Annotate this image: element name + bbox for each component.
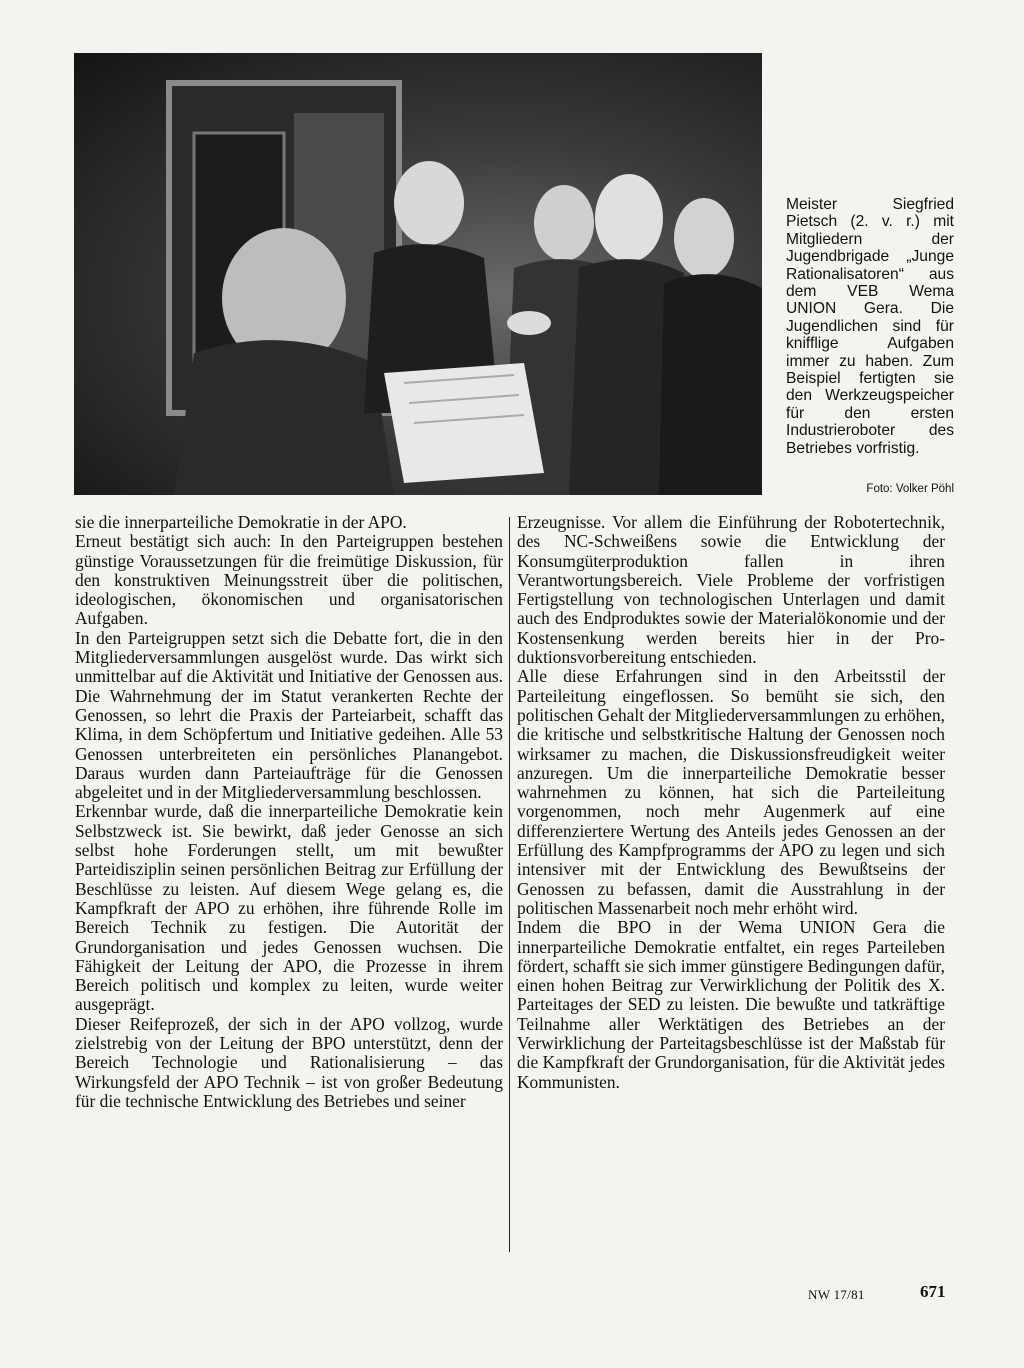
papers (384, 363, 544, 483)
paragraph: Indem die BPO in der Wema UNION Gera die innerparteiliche Demokratie entfaltet, ein reges Parteileben fördert, schafft sie sich immer günstigere Bedingungen dafür, einen hohen Beitrag zur Verwirklichung der Politik des X. Parteitages der SED zu leisten. Die bewußte und tatkräftige Teilnahme aller Werktätigen des Betriebes an der Verwirklichung der Parteitagsbeschlüsse ist der Maßstab für die Kampfkraft der Grundorganisation, für die Aktivität jedes Kommunisten. (517, 917, 945, 1092)
column-divider (509, 517, 510, 1252)
brigade-photo (74, 53, 762, 495)
person-face-2 (534, 185, 594, 261)
photo-credit: Foto: Volker Pöhl (866, 483, 954, 495)
paragraph: Erkennbar wurde, daß die innerparteiliche Demokratie kein Selbstzweck ist. Sie bewirkt, daß jeder Genosse an sich selbst hohe Forderungen stellt, um mit bewußter Parteidisziplin seinen persönlichen Beitrag zur Erfüllung der Beschlüsse zu leisten. Auf diesem Wege gelang es, die Kampfkraft der APO zu erhöhen, ihre führende Rolle im Bereich Technik zu festigen. Die Autorität der Grundorganisation und jedes Genossen wuchsen. Die Fähigkeit der Leitung der APO, die Prozesse in ihrem Bereich politisch und komplex zu leiten, wurde weiter ausgeprägt. (75, 801, 503, 1015)
person-back-body (174, 340, 394, 495)
paragraph: Erneut bestätigt sich auch: In den Parteigruppen bestehen günstige Voraussetzungen für die freimütige Diskussion, für den konstruktiven Meinungsstreit über die politischen, ideologischen, ökonomischen und organisatorischen Aufgaben. (75, 531, 503, 629)
left-column (75, 513, 503, 1111)
paragraph: Dieser Reifeprozeß, der sich in der APO vollzog, wurde zielstrebig von der Leitung der BPO unterstützt, denn der Bereich Technologie und Rationalisierung – das Wirkungsfeld der APO Technik – ist von großer Bedeutung für die technische Entwicklung des Betriebes und seiner (75, 1013, 503, 1111)
issue-label: NW 17/81 (808, 1287, 865, 1302)
paragraph: In den Parteigruppen setzt sich die Debatte fort, die in den Mitgliederversammlungen ausgelöst wurde. Das wirkt sich unmittelbar auf die Aktivität und Initiative der Genossen aus. Die Wahrnehmung der im Statut verankerten Rechte der Genossen, so lehrt die Praxis der Parteiarbeit, schafft das Klima, in dem Schöpfertum und Initiative gedeihen. Alle 53 Genossen unterbreiteten ein persönliches Planangebot. Daraus wurden dann Parteiaufträge für die Genossen abgeleitet und in der Mitgliederversammlung beschlossen. (75, 627, 503, 803)
photo-illustration (74, 53, 762, 495)
person-body-4 (659, 274, 762, 495)
person-face-4 (674, 198, 734, 278)
right-column (517, 513, 945, 1092)
paragraph: sie die innerparteiliche Demokratie in der APO. (75, 512, 407, 532)
paragraph: Alle diese Erfahrungen sind in den Arbeitsstil der Parteileitung eingeflossen. So bemüht sie sich, den politischen Gehalt der Mitgliederversammlungen zu erhöhen, die kritische und selbstkritische Haltung der Genossen noch wirksamer zu machen, die Diskussionsfreudigkeit weiter anzuregen. Um die innerparteiliche Demokratie besser wahrnehmen zu können, hat sich die Parteileitung vorgenommen, noch mehr Augenmerk auf eine differenziertere Wertung des Anteils jedes Genossen an der Erfüllung des Kampfprogramms der APO zu legen und sich intensiver mit der Entwicklung des Bewußtseins der Genossen zu befassen, damit die Ausstrahlung in der politischen Massenarbeit noch mehr erhöht wird. (517, 666, 945, 918)
pointing-hand (507, 311, 551, 335)
page-number: 671 (920, 1282, 946, 1301)
person-face-1 (394, 161, 464, 245)
photo-caption: Meister Siegfried Pietsch (2. v. r.) mit Mitgliedern der Jugendbrigade „Junge Rationalisatoren“ aus dem VEB Wema UNION Gera. Die Jugendlichen sind für knifflige Aufgaben immer zu haben. Zum Beispiel fertigten sie den Werkzeugspeicher für den ersten Industrieroboter des Betriebes vorfristig. (786, 196, 954, 457)
paragraph: Erzeugnisse. Vor allem die Einführung der Robotertechnik, des NC-Schweißens sowie die Entwicklung der Konsumgüterproduktion fallen in ihren Verantwortungsbereich. Viele Probleme der vorfristigen Fertigstellung von technologischen Unterlagen und damit auch des Endproduktes sowie der Materialökonomie und der Kostensenkung werden bereits hier in der Produktionsvorbereitung entschieden. (517, 512, 945, 668)
person-face-3 (595, 174, 663, 262)
